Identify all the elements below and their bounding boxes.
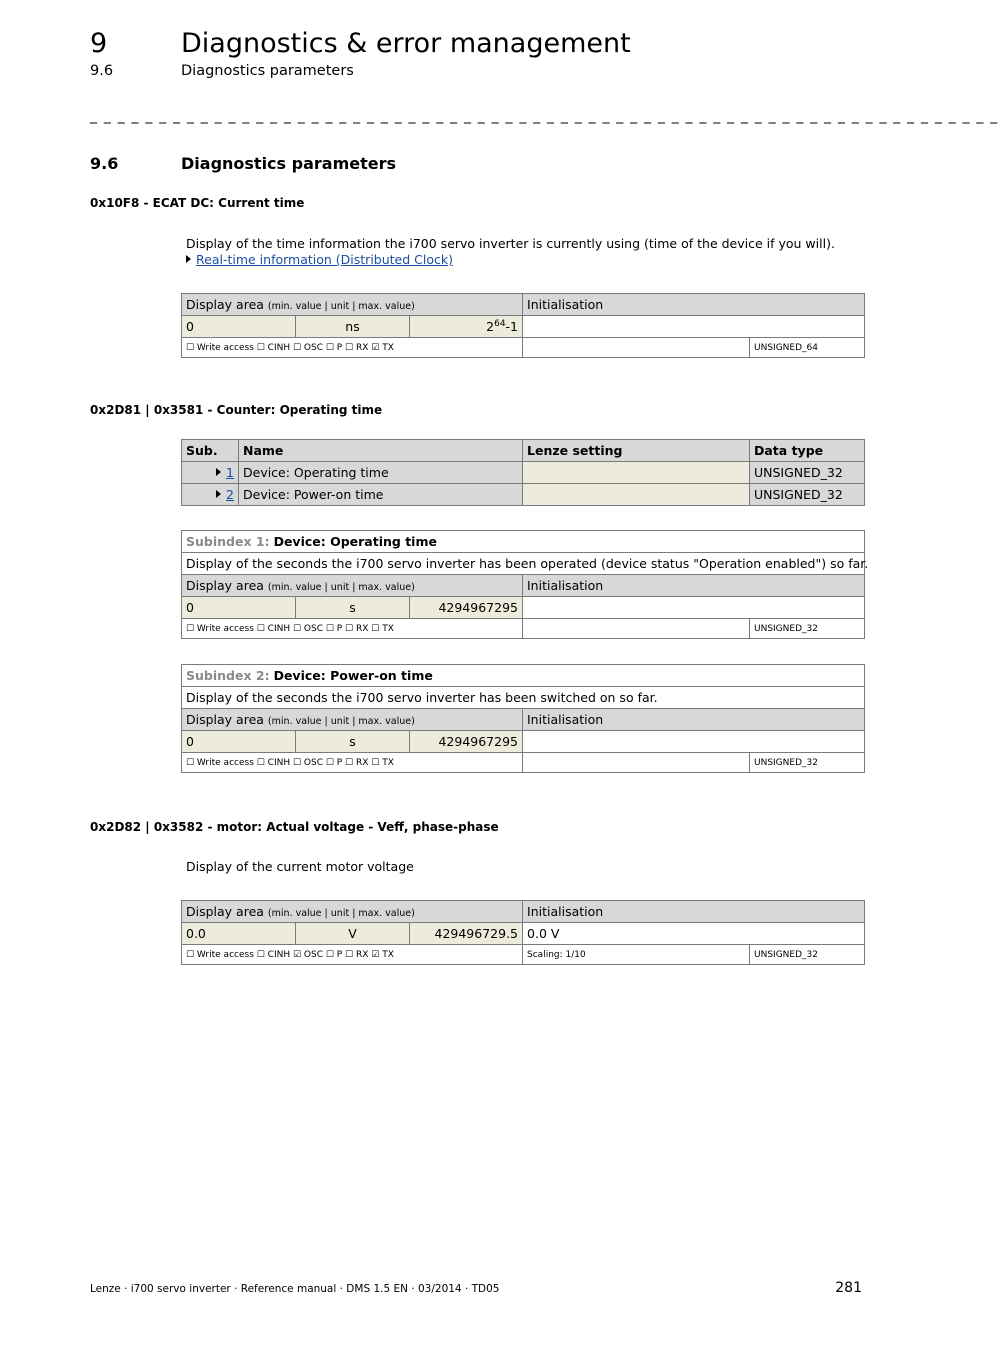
arrow-right-icon	[186, 255, 191, 263]
initialisation-header: Initialisation	[523, 294, 865, 316]
row-name: Device: Operating time	[239, 462, 523, 484]
table-row	[182, 462, 865, 484]
scaling	[523, 753, 750, 773]
init-value	[523, 597, 865, 619]
unit-value: ns	[296, 316, 410, 338]
page-number: 281	[835, 1280, 862, 1296]
row-lenze	[523, 462, 750, 484]
sub-link-cell[interactable]	[182, 462, 239, 484]
access-flags: ☐ Write access ☐ CINH ☑ OSC ☐ P ☐ RX ☑ TX	[182, 945, 523, 965]
arrow-right-icon	[216, 468, 221, 476]
max-value: $2^{64}-1$	[410, 316, 523, 338]
arrow-right-icon	[216, 490, 221, 498]
footer-text: Lenze · i700 servo inverter · Reference manual · DMS 1.5 EN · 03/2014 · TD05	[90, 1283, 500, 1295]
data-type: UNSIGNED_32	[750, 753, 865, 773]
display-area-header: Display area (min. value | unit | max. value)	[182, 709, 523, 731]
subindex2-table	[181, 664, 865, 773]
max-value: 4294967295	[410, 731, 523, 753]
unit-value: V	[296, 923, 410, 945]
subindex-description: Display of the seconds the i700 servo inverter has been switched on so far.	[182, 687, 865, 709]
display-area-header: Display area (min. value | unit | max. value)	[182, 575, 523, 597]
sub-link[interactable]: 1	[226, 465, 234, 480]
row-type: UNSIGNED_32	[750, 484, 865, 506]
sub-link-cell[interactable]	[182, 484, 239, 506]
initialisation-header: Initialisation	[523, 575, 865, 597]
initialisation-header: Initialisation	[523, 901, 865, 923]
initialisation-header: Initialisation	[523, 709, 865, 731]
display-area-header: Display area (min. value | unit | max. value)	[182, 901, 523, 923]
param3-description: Display of the current motor voltage	[186, 859, 414, 874]
sub-link[interactable]: 2	[226, 487, 234, 502]
col-sub: Sub.	[182, 440, 239, 462]
col-data-type: Data type	[750, 440, 865, 462]
chapter-number: 9	[90, 28, 108, 59]
header-section-title: Diagnostics parameters	[181, 63, 354, 79]
data-type: UNSIGNED_32	[750, 619, 865, 639]
param1-description: Display of the time information the i700 servo inverter is currently using (time of the device if you will).	[186, 236, 835, 251]
min-value: 0	[182, 731, 296, 753]
param2-heading: 0x2D81 | 0x3581 - Counter: Operating time	[90, 403, 383, 417]
param2-overview-table	[181, 439, 865, 506]
section-number: 9.6	[90, 154, 119, 173]
init-value	[523, 731, 865, 753]
realtime-info-link[interactable]: Real-time information (Distributed Clock)	[196, 252, 453, 267]
col-name: Name	[239, 440, 523, 462]
subindex-title: Subindex 2: Device: Power-on time	[182, 665, 865, 687]
subindex1-table	[181, 530, 869, 639]
display-area-header: Display area (min. value | unit | max. value)	[182, 294, 523, 316]
init-value: 0.0 V	[523, 923, 865, 945]
access-flags: ☐ Write access ☐ CINH ☐ OSC ☐ P ☐ RX ☑ TX	[182, 338, 523, 358]
row-lenze	[523, 484, 750, 506]
min-value: 0.0	[182, 923, 296, 945]
param1-heading: 0x10F8 - ECAT DC: Current time	[90, 196, 305, 210]
data-type: UNSIGNED_64	[750, 338, 865, 358]
param3-heading: 0x2D82 | 0x3582 - motor: Actual voltage - Veff, phase-phase	[90, 820, 499, 834]
chapter-title: Diagnostics & error management	[181, 28, 631, 59]
param1-link-row[interactable]	[186, 252, 453, 267]
min-value: 0	[182, 316, 296, 338]
scaling	[523, 619, 750, 639]
scaling: Scaling: 1/10	[523, 945, 750, 965]
max-value: 4294967295	[410, 597, 523, 619]
data-type: UNSIGNED_32	[750, 945, 865, 965]
header-divider: _ _ _ _ _ _ _ _ _ _ _ _ _ _ _ _ _ _ _ _ _ _ _ _ _ _ _ _ _ _ _ _ _ _ _ _ _ _ _ _ _ _ _ _ _ _ _ _ _ _ _ _ _ _ _ _ _ _ _ _ _ _ _ _ _ _	[90, 108, 998, 124]
subindex-title: Subindex 1: Device: Operating time	[182, 531, 865, 553]
unit-value: s	[296, 731, 410, 753]
scaling	[523, 338, 750, 358]
unit-value: s	[296, 597, 410, 619]
access-flags: ☐ Write access ☐ CINH ☐ OSC ☐ P ☐ RX ☐ TX	[182, 619, 523, 639]
table-row	[182, 484, 865, 506]
section-title: Diagnostics parameters	[181, 154, 397, 173]
subindex-description: Display of the seconds the i700 servo inverter has been operated (device status "Operation enabled") so far.	[182, 553, 865, 575]
param3-table	[181, 900, 865, 965]
col-lenze-setting: Lenze setting	[523, 440, 750, 462]
min-value: 0	[182, 597, 296, 619]
max-value: 429496729.5	[410, 923, 523, 945]
param1-table	[181, 293, 865, 358]
header-section-number: 9.6	[90, 63, 114, 79]
init-value	[523, 316, 865, 338]
row-name: Device: Power-on time	[239, 484, 523, 506]
row-type: UNSIGNED_32	[750, 462, 865, 484]
access-flags: ☐ Write access ☐ CINH ☐ OSC ☐ P ☐ RX ☐ TX	[182, 753, 523, 773]
